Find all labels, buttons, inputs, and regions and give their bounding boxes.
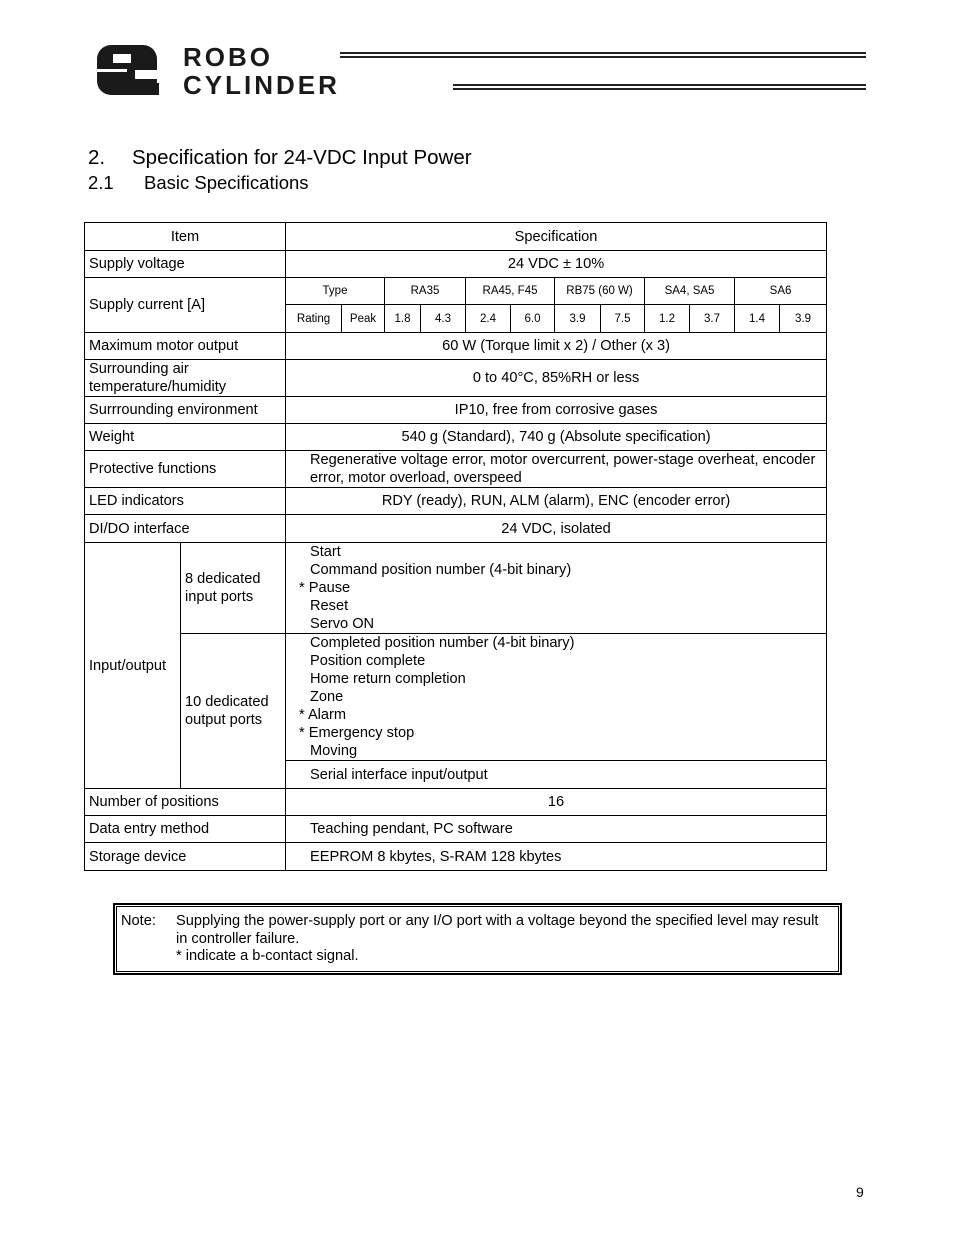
note-box bbox=[113, 903, 842, 975]
table-row bbox=[85, 816, 827, 843]
row-value: 16 bbox=[286, 789, 827, 816]
note-label: Note: bbox=[121, 913, 156, 929]
row-value: EEPROM 8 kbytes, S-RAM 128 kbytes bbox=[286, 843, 827, 871]
peak-value: 6.0 bbox=[511, 305, 555, 333]
io-outputs-list bbox=[286, 634, 827, 761]
table-row bbox=[85, 251, 827, 278]
note-line: Supplying the power-supply port or any I/O port with a voltage beyond the specified level may result in controller failure. bbox=[176, 913, 819, 947]
list-item: Completed position number (4-bit binary) bbox=[310, 635, 575, 651]
io-outputs-label: 10 dedicated output ports bbox=[181, 634, 286, 789]
type-label: Type bbox=[286, 278, 385, 305]
supply-current-type-row bbox=[85, 278, 827, 305]
list-item: Command position number (4-bit binary) bbox=[310, 562, 572, 578]
type-name: SA6 bbox=[735, 278, 827, 305]
section-heading bbox=[88, 146, 472, 170]
peak-value: 3.9 bbox=[780, 305, 827, 333]
row-label: Supply current [A] bbox=[85, 278, 286, 333]
rating-value: 2.4 bbox=[466, 305, 511, 333]
list-item: Zone bbox=[310, 689, 344, 705]
row-value: Regenerative voltage error, motor overcurrent, power-stage overheat, encoder error, motor overload, overspeed bbox=[286, 451, 827, 488]
table-row bbox=[85, 515, 827, 543]
peak-value: 3.7 bbox=[690, 305, 735, 333]
type-name: RA45, F45 bbox=[466, 278, 555, 305]
row-label: Storage device bbox=[85, 843, 286, 871]
io-serial: Serial interface input/output bbox=[286, 761, 827, 789]
peak-value: 7.5 bbox=[601, 305, 645, 333]
subsection-number: 2.1 bbox=[88, 172, 114, 193]
rating-label: Rating bbox=[286, 305, 342, 333]
table-row bbox=[85, 488, 827, 515]
list-item: Start bbox=[310, 544, 341, 560]
row-label: Surrrounding environment bbox=[85, 397, 286, 424]
list-item: Reset bbox=[310, 598, 349, 614]
row-value: 24 VDC ± 10% bbox=[286, 251, 827, 278]
row-value: 540 g (Standard), 740 g (Absolute specification) bbox=[286, 424, 827, 451]
type-name: SA4, SA5 bbox=[645, 278, 735, 305]
table-row bbox=[85, 789, 827, 816]
row-label: Protective functions bbox=[85, 451, 286, 488]
table-row bbox=[85, 424, 827, 451]
row-label: Surrounding air temperature/humidity bbox=[85, 360, 286, 397]
row-label: Weight bbox=[85, 424, 286, 451]
logo-rules bbox=[340, 52, 866, 90]
list-item: Position complete bbox=[310, 653, 426, 669]
row-value: 60 W (Torque limit x 2) / Other (x 3) bbox=[286, 333, 827, 360]
row-value: 24 VDC, isolated bbox=[286, 515, 827, 543]
row-label: DI/DO interface bbox=[85, 515, 286, 543]
rating-value: 1.4 bbox=[735, 305, 780, 333]
header-item: Item bbox=[85, 223, 286, 251]
logo-line1: ROBO bbox=[183, 42, 273, 72]
peak-label: Peak bbox=[342, 305, 385, 333]
logo-line2: CYLINDER bbox=[183, 70, 340, 100]
rating-value: 1.8 bbox=[385, 305, 421, 333]
table-header-row bbox=[85, 223, 827, 251]
row-value: RDY (ready), RUN, ALM (alarm), ENC (encoder error) bbox=[286, 488, 827, 515]
row-label: LED indicators bbox=[85, 488, 286, 515]
io-output-row bbox=[85, 634, 827, 761]
subsection-title: Basic Specifications bbox=[144, 172, 309, 193]
robo-cylinder-logo bbox=[95, 42, 870, 100]
type-name: RA35 bbox=[385, 278, 466, 305]
table-row bbox=[85, 333, 827, 360]
table-row bbox=[85, 451, 827, 488]
page-number: 9 bbox=[856, 1184, 864, 1200]
io-inputs-label: 8 dedicated input ports bbox=[181, 543, 286, 634]
note-line: * indicate a b-contact signal. bbox=[176, 948, 359, 964]
row-label: Data entry method bbox=[85, 816, 286, 843]
row-label: Supply voltage bbox=[85, 251, 286, 278]
type-name: RB75 (60 W) bbox=[555, 278, 645, 305]
list-item: Home return completion bbox=[310, 671, 466, 687]
note-text bbox=[176, 913, 831, 966]
table-row bbox=[85, 397, 827, 424]
table-row bbox=[85, 360, 827, 397]
list-item: Servo ON bbox=[310, 616, 375, 632]
rc-mark-icon bbox=[97, 45, 159, 95]
section-number: 2. bbox=[88, 146, 106, 169]
list-item: * Alarm bbox=[299, 707, 347, 723]
row-label: Maximum motor output bbox=[85, 333, 286, 360]
row-label: Number of positions bbox=[85, 789, 286, 816]
rating-value: 1.2 bbox=[645, 305, 690, 333]
table-row bbox=[85, 843, 827, 871]
subsection-heading bbox=[88, 172, 309, 194]
rating-value: 3.9 bbox=[555, 305, 601, 333]
io-inputs-list bbox=[286, 543, 827, 634]
section-title: Specification for 24-VDC Input Power bbox=[132, 146, 472, 169]
row-value: IP10, free from corrosive gases bbox=[286, 397, 827, 424]
peak-value: 4.3 bbox=[421, 305, 466, 333]
io-input-row bbox=[85, 543, 827, 634]
io-label: Input/output bbox=[85, 543, 181, 789]
list-item: Moving bbox=[310, 743, 358, 759]
row-value: Teaching pendant, PC software bbox=[286, 816, 827, 843]
list-item: * Emergency stop bbox=[299, 725, 415, 741]
spec-table bbox=[84, 222, 827, 871]
header-spec: Specification bbox=[286, 223, 827, 251]
list-item: * Pause bbox=[299, 580, 351, 596]
row-value: 0 to 40°C, 85%RH or less bbox=[286, 360, 827, 397]
